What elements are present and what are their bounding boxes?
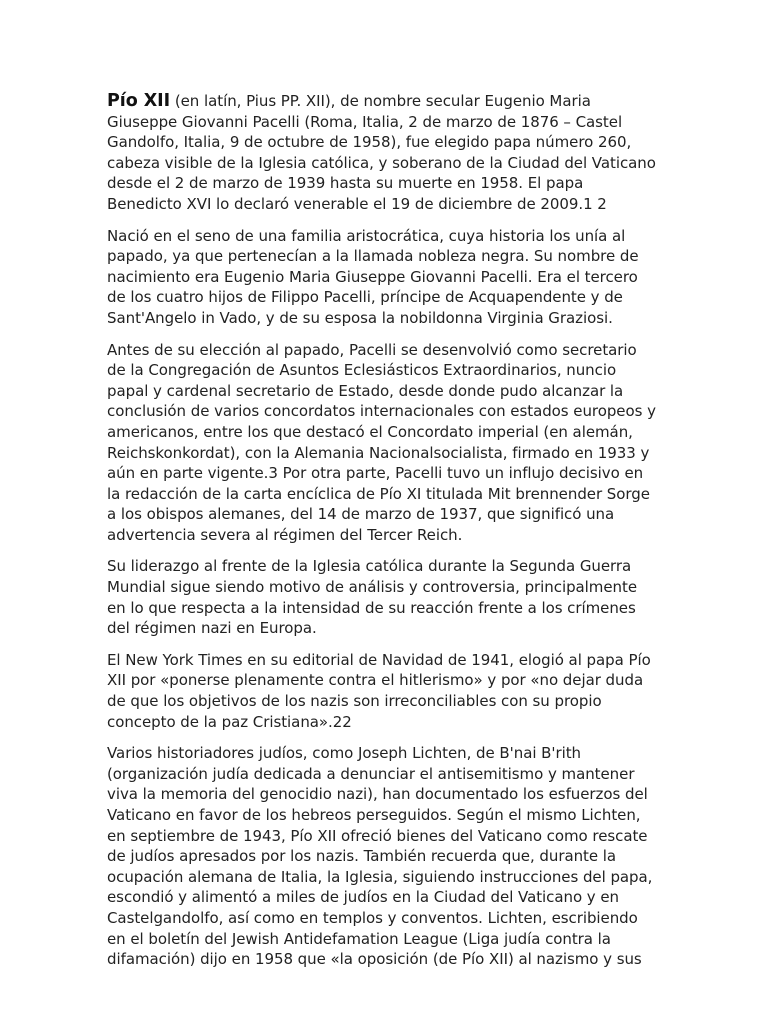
paragraph-career: Antes de su elección al papado, Pacelli se desenvolvió como secretario de la Congregación de Asuntos Eclesiásticos Extraordinarios, nuncio papal y cardenal secretario de Estado, desde donde pudo alcanzar la conclusión de varios concordatos internacionales con estados europeos y americanos, entre los que destacó el Concordato imperial (en alemán, Reichskonkordat), con la Alemania Nacionalsocialista, firmado en 1933 y aún en parte vigente.3 Por otra parte, Pacelli tuvo un influjo decisivo en la redacción de la carta encíclica de Pío XI titulada Mit brennender Sorge a los obispos alemanes, del 14 de marzo de 1937, que significó una advertencia severa al régimen del Tercer Reich. <box>107 340 656 544</box>
paragraph-intro-text: (en latín, Pius PP. XII), de nombre secular Eugenio Maria Giuseppe Giovanni Pacelli (Roma, Italia, 2 de marzo de 1876 – Castel Gandolfo, Italia, 9 de octubre de 1958), fue elegido papa número 260, cabeza visible de la Iglesia católica, y soberano de la Ciudad del Vaticano desde el 2 de marzo de 1939 hasta su muerte en 1958. El papa Benedicto XVI lo declaró venerable el 19 de diciembre de 2009.1 2 <box>107 92 656 213</box>
document-page <box>107 91 657 981</box>
paragraph-intro <box>107 91 657 215</box>
paragraph-nyt: El New York Times en su editorial de Navidad de 1941, elogió al papa Pío XII por «ponerse plenamente contra el hitlerismo» y por «no dejar duda de que los objetivos de los nazis son irreconciliables con su propio concepto de la paz Cristiana».22 <box>107 650 651 731</box>
paragraph-historians: Varios historiadores judíos, como Joseph Lichten, de B'nai B'rith (organización judía dedicada a denunciar el antisemitismo y mantener viva la memoria del genocidio nazi), han documentado los esfuerzos del Vaticano en favor de los hebreos perseguidos. Según el mismo Lichten, en septiembre de 1943, Pío XII ofreció bienes del Vaticano como rescate de judíos apresados por los nazis. También recuerda que, durante la ocupación alemana de Italia, la Iglesia, siguiendo instrucciones del papa, escondió y alimentó a miles de judíos en la Ciudad del Vaticano y en Castelgandolfo, así como en templos y conventos. Lichten, escribiendo en el boletín del Jewish Antidefamation League (Liga judía contra la difamación) dijo en 1958 que «la oposición (de Pío XII) al nazismo y sus <box>107 744 653 969</box>
paragraph-leadership: Su liderazgo al frente de la Iglesia católica durante la Segunda Guerra Mundial sigue siendo motivo de análisis y controversia, principalmente en lo que respecta a la intensidad de su reacción frente a los crímenes del régimen nazi en Europa. <box>107 557 638 638</box>
article-title: Pío XII <box>107 91 171 111</box>
paragraph-birth: Nació en el seno de una familia aristocrática, cuya historia los unía al papado, ya que pertenecían a la llamada nobleza negra. Su nombre de nacimiento era Eugenio Maria Giuseppe Giovanni Pacelli. Era el tercero de los cuatro hijos de Filippo Pacelli, príncipe de Acquapendente y de Sant'Angelo in Vado, y de su esposa la nobildonna Virginia Graziosi. <box>107 226 639 327</box>
